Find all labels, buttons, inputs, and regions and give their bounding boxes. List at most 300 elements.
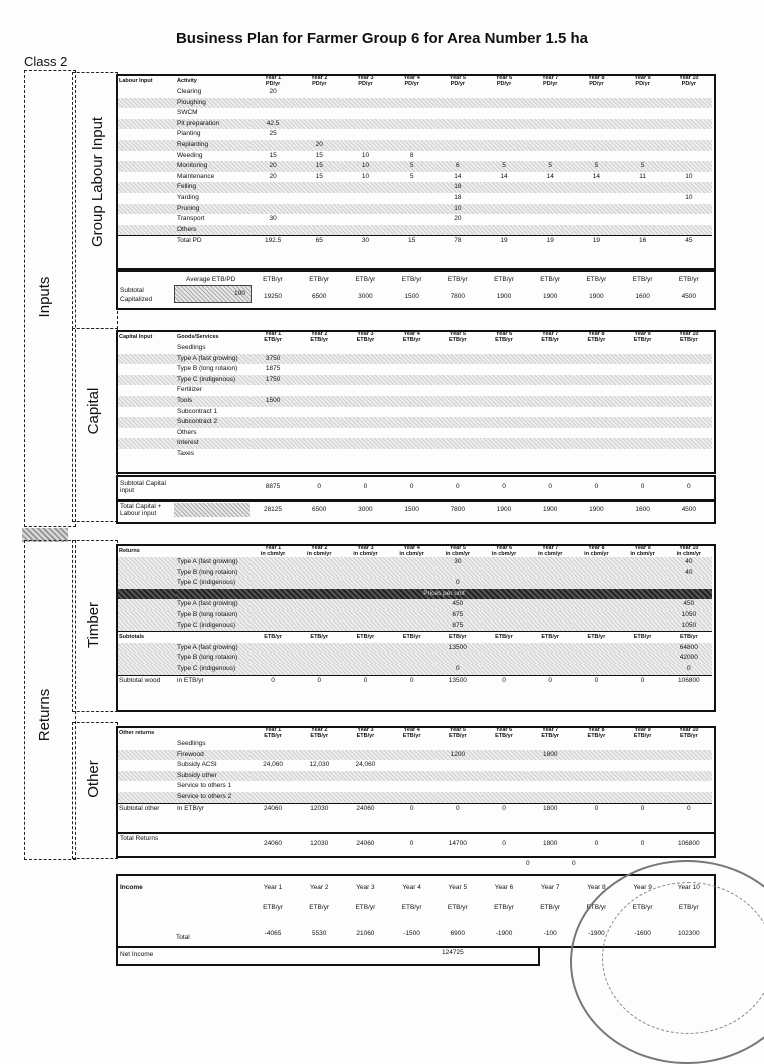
value-cell bbox=[250, 621, 296, 632]
table-row bbox=[118, 225, 712, 236]
year-header: Year 8 bbox=[587, 884, 606, 891]
value-cell bbox=[573, 599, 619, 610]
empty-cell bbox=[620, 396, 666, 407]
value-cell: 6500 bbox=[311, 506, 327, 513]
empty-cell bbox=[573, 417, 619, 428]
empty-cell bbox=[666, 385, 712, 396]
value-cell: 106800 bbox=[666, 675, 712, 686]
value-cell bbox=[389, 182, 435, 193]
value-cell: 12030 bbox=[310, 840, 329, 847]
value-cell bbox=[620, 739, 666, 750]
labour-table bbox=[118, 76, 712, 247]
year-header: Year 3 PD/yr bbox=[357, 76, 374, 87]
unit-header: ETB/yr bbox=[666, 632, 712, 643]
value-cell: 450 bbox=[435, 599, 481, 610]
other-label: Subsidy ACSI bbox=[177, 761, 217, 769]
value-cell bbox=[250, 643, 296, 654]
empty-cell bbox=[389, 396, 435, 407]
unit-header: ETB/yr bbox=[250, 632, 296, 643]
value-cell bbox=[527, 599, 573, 610]
empty-cell bbox=[342, 428, 388, 439]
goods-label: Subcontract 1 bbox=[177, 407, 218, 415]
empty-cell bbox=[118, 225, 176, 236]
year-header: Year 10 ETB/yr bbox=[679, 332, 699, 343]
value-cell bbox=[435, 653, 481, 664]
value-cell bbox=[435, 98, 481, 109]
value-cell bbox=[620, 225, 666, 236]
value-cell: 3000 bbox=[358, 293, 373, 300]
year-header: Year 7 bbox=[540, 884, 560, 891]
value-cell bbox=[481, 108, 527, 119]
value-cell bbox=[296, 225, 342, 236]
value-cell bbox=[389, 119, 435, 130]
value-cell: 14 bbox=[454, 172, 462, 180]
value-cell bbox=[620, 108, 666, 119]
value-cell: 19 bbox=[527, 236, 573, 247]
table-row bbox=[118, 417, 712, 428]
other-label: Service to others 1 bbox=[177, 782, 232, 790]
empty-cell bbox=[118, 589, 176, 600]
value-cell: 1500 bbox=[404, 506, 419, 513]
empty-cell bbox=[118, 119, 176, 130]
value-cell bbox=[296, 578, 342, 589]
value-cell: 20 bbox=[296, 140, 342, 151]
value-cell bbox=[573, 119, 619, 130]
value-cell bbox=[342, 610, 388, 621]
table-row bbox=[118, 236, 712, 247]
value-cell bbox=[481, 664, 527, 675]
year-header: Year 9 ETB/yr bbox=[633, 728, 652, 739]
table-row bbox=[118, 760, 712, 771]
year-header: Year 8 PD/yr bbox=[588, 76, 605, 87]
value-cell bbox=[342, 664, 388, 675]
value-cell bbox=[620, 781, 666, 792]
value-cell bbox=[481, 610, 527, 621]
table-row bbox=[118, 643, 712, 654]
value-cell bbox=[342, 129, 388, 140]
value-cell bbox=[573, 151, 619, 162]
value-cell bbox=[250, 225, 296, 236]
value-cell bbox=[481, 557, 527, 568]
value-cell: -1600 bbox=[634, 930, 651, 937]
goods-label: Type C (indigenous) bbox=[176, 375, 250, 386]
value-cell bbox=[342, 739, 388, 750]
value-cell bbox=[666, 750, 712, 761]
value-cell: 5 bbox=[527, 161, 573, 172]
value-cell bbox=[389, 140, 435, 151]
empty-cell bbox=[481, 438, 527, 449]
unit-header: ETB/yr bbox=[401, 904, 422, 911]
empty-cell bbox=[435, 396, 481, 407]
value-cell bbox=[342, 140, 388, 151]
table-row bbox=[118, 449, 712, 460]
value-cell: 28125 bbox=[263, 506, 283, 513]
value-cell: 3000 bbox=[358, 506, 373, 513]
value-cell: 8 bbox=[409, 151, 414, 159]
empty-cell bbox=[118, 781, 176, 792]
year-header: Year 5 ETB/yr bbox=[448, 332, 467, 343]
value-cell bbox=[481, 119, 527, 130]
empty-cell bbox=[527, 354, 573, 365]
empty-cell bbox=[620, 417, 666, 428]
value-cell bbox=[573, 664, 619, 675]
value-cell bbox=[389, 568, 435, 579]
value-cell bbox=[527, 739, 573, 750]
empty-cell bbox=[118, 428, 176, 439]
value-cell bbox=[250, 739, 296, 750]
timber-label: Type B (long rotaion) bbox=[176, 610, 250, 621]
timber-label: Type A (fast growing) bbox=[176, 643, 250, 654]
value-cell: 1900 bbox=[589, 293, 604, 300]
empty-cell bbox=[527, 449, 573, 460]
other-label: Subsidy other bbox=[176, 771, 250, 782]
value-cell: 78 bbox=[435, 236, 481, 247]
value-cell bbox=[435, 781, 481, 792]
empty-cell bbox=[666, 354, 712, 365]
value-cell: 0 bbox=[435, 803, 481, 814]
value-cell bbox=[342, 225, 388, 236]
value-cell: 1800 bbox=[527, 750, 573, 761]
timber-label: Type C (indigenous) bbox=[176, 578, 250, 589]
value-cell bbox=[573, 653, 619, 664]
timber-label: Timber bbox=[85, 601, 102, 649]
empty-cell bbox=[435, 417, 481, 428]
year-header: Year 5 PD/yr bbox=[449, 76, 466, 87]
value-cell bbox=[620, 151, 666, 162]
empty-cell bbox=[342, 417, 388, 428]
value-cell bbox=[342, 98, 388, 109]
value-cell: 45 bbox=[666, 236, 712, 247]
value-cell bbox=[620, 98, 666, 109]
empty-cell bbox=[527, 417, 573, 428]
empty-cell bbox=[118, 140, 176, 151]
page-title: Business Plan for Farmer Group 6 for Area Number 1.5 ha bbox=[175, 30, 589, 47]
empty-cell bbox=[118, 214, 176, 225]
empty-cell bbox=[342, 375, 388, 386]
value-cell bbox=[481, 568, 527, 579]
value-cell: 1600 bbox=[635, 506, 650, 513]
value-cell bbox=[342, 557, 388, 568]
value-cell bbox=[666, 140, 712, 151]
value-cell bbox=[296, 610, 342, 621]
table-row bbox=[118, 568, 712, 579]
total-input-label: Total Capital + Labour input bbox=[120, 503, 162, 517]
value-cell bbox=[527, 119, 573, 130]
empty-cell bbox=[666, 343, 712, 354]
group-labour-label: Group Labour Input bbox=[89, 116, 106, 247]
unit-header: ETB/yr bbox=[678, 276, 699, 283]
value-cell bbox=[296, 87, 342, 98]
value-cell: 8875 bbox=[265, 483, 281, 490]
value-cell: 0 bbox=[548, 483, 552, 490]
value-cell bbox=[481, 578, 527, 589]
value-cell bbox=[389, 214, 435, 225]
empty-cell bbox=[118, 750, 176, 761]
empty-cell bbox=[435, 438, 481, 449]
table-row bbox=[118, 750, 712, 761]
avg-etb-label: Average ETB/PD bbox=[186, 276, 236, 283]
subtotal-other-unit: In ETB/yr bbox=[176, 803, 250, 814]
year-header: Year 1 ETB/yr bbox=[264, 332, 282, 343]
timber-head-left: Returns bbox=[119, 547, 140, 554]
value-cell: 1900 bbox=[542, 506, 558, 513]
value-cell bbox=[481, 781, 527, 792]
unit-header: ETB/yr bbox=[309, 276, 330, 283]
value-cell: 5 bbox=[620, 161, 666, 172]
year-header: Year 3 ETB/yr bbox=[356, 728, 375, 739]
activity-label: Pruning bbox=[176, 204, 250, 215]
value-cell bbox=[250, 771, 296, 782]
value-cell: 3750 bbox=[250, 354, 296, 365]
value-cell bbox=[573, 643, 619, 654]
empty-cell bbox=[342, 396, 388, 407]
other-table bbox=[118, 728, 712, 814]
value-cell bbox=[620, 578, 666, 589]
year-header: Year 6 bbox=[494, 884, 514, 891]
value-cell bbox=[250, 781, 296, 792]
unit-header: ETB/yr bbox=[481, 632, 527, 643]
empty-cell bbox=[389, 385, 435, 396]
empty-cell bbox=[573, 438, 619, 449]
subtotal-wood-label: Subtotal wood bbox=[118, 675, 176, 686]
value-cell bbox=[435, 760, 481, 771]
unit-header: ETB/yr bbox=[296, 632, 342, 643]
timber-label: Type B (long rotaion) bbox=[176, 568, 250, 579]
empty-cell bbox=[389, 343, 435, 354]
empty-cell bbox=[389, 375, 435, 386]
value-cell bbox=[573, 771, 619, 782]
value-cell bbox=[527, 610, 573, 621]
value-cell: 0 bbox=[317, 483, 321, 490]
value-cell bbox=[342, 119, 388, 130]
value-cell: 1750 bbox=[250, 375, 296, 386]
empty-cell bbox=[118, 599, 176, 610]
value-cell bbox=[250, 193, 296, 204]
value-cell: 25 bbox=[269, 130, 277, 138]
value-cell: 30 bbox=[342, 236, 388, 247]
timber-label: Prices per unit bbox=[176, 589, 712, 600]
goods-label: Interest bbox=[176, 438, 250, 449]
year-header: Year 8 ETB/yr bbox=[587, 332, 606, 343]
value-cell: 13500 bbox=[435, 643, 481, 654]
value-cell bbox=[296, 739, 342, 750]
table-row bbox=[118, 172, 712, 183]
unit-header: ETB/yr bbox=[435, 632, 481, 643]
value-cell bbox=[620, 87, 666, 98]
empty-cell bbox=[296, 354, 342, 365]
other-label: Service to others 2 bbox=[176, 792, 250, 803]
value-cell: 10 bbox=[685, 193, 693, 201]
value-cell bbox=[250, 792, 296, 803]
year-header: Year 2 ETB/yr bbox=[310, 332, 329, 343]
value-cell bbox=[527, 140, 573, 151]
capital-head-goods: Goods/Services bbox=[177, 333, 219, 340]
goods-label: Others bbox=[177, 428, 197, 436]
value-cell: 14 bbox=[500, 172, 508, 180]
empty-cell bbox=[435, 375, 481, 386]
value-cell: 14700 bbox=[448, 840, 467, 847]
value-cell: 0 bbox=[620, 803, 666, 814]
unit-header: ETB/yr bbox=[401, 276, 422, 283]
value-cell bbox=[527, 771, 573, 782]
value-cell bbox=[573, 750, 619, 761]
value-cell bbox=[389, 771, 435, 782]
empty-cell bbox=[118, 236, 176, 247]
goods-label: Type B (long rotaion) bbox=[177, 365, 238, 373]
extra-zero-2: 0 bbox=[572, 860, 576, 867]
value-cell bbox=[435, 771, 481, 782]
unit-header: ETB/yr bbox=[573, 632, 619, 643]
value-cell bbox=[389, 739, 435, 750]
year-header: Year 4 ETB/yr bbox=[402, 332, 421, 343]
value-cell bbox=[342, 771, 388, 782]
income-label: Income bbox=[120, 884, 143, 891]
value-cell bbox=[342, 568, 388, 579]
value-cell bbox=[250, 557, 296, 568]
value-cell bbox=[296, 193, 342, 204]
value-cell bbox=[481, 129, 527, 140]
empty-cell bbox=[118, 578, 176, 589]
value-cell: 15 bbox=[269, 151, 277, 159]
timber-label: Type A (fast growing) bbox=[176, 599, 250, 610]
value-cell bbox=[296, 643, 342, 654]
value-cell bbox=[296, 204, 342, 215]
empty-cell bbox=[176, 632, 250, 643]
value-cell: 15 bbox=[315, 151, 323, 159]
value-cell bbox=[342, 193, 388, 204]
value-cell: 0 bbox=[250, 675, 296, 686]
year-header: Year 9 bbox=[633, 884, 652, 891]
value-cell bbox=[435, 87, 481, 98]
year-header: Year 2 ETB/yr bbox=[310, 728, 329, 739]
labour-head-activity: Activity bbox=[177, 77, 197, 84]
value-cell bbox=[573, 129, 619, 140]
empty-cell bbox=[481, 364, 527, 375]
value-cell: 7800 bbox=[450, 506, 466, 513]
value-cell: 1050 bbox=[666, 621, 712, 632]
empty-cell bbox=[527, 438, 573, 449]
goods-label: Subcontract 2 bbox=[176, 417, 250, 428]
value-cell: 7800 bbox=[450, 293, 466, 300]
value-cell: 6500 bbox=[311, 293, 327, 300]
table-row bbox=[118, 129, 712, 140]
empty-cell bbox=[118, 161, 176, 172]
value-cell bbox=[527, 129, 573, 140]
value-cell bbox=[342, 781, 388, 792]
activity-label: Monitoring bbox=[176, 161, 250, 172]
value-cell bbox=[666, 204, 712, 215]
value-cell: 10 bbox=[361, 172, 370, 180]
value-cell bbox=[666, 182, 712, 193]
empty-cell bbox=[296, 343, 342, 354]
value-cell: 0 bbox=[409, 840, 414, 847]
value-cell bbox=[666, 771, 712, 782]
empty-cell bbox=[666, 428, 712, 439]
empty-cell bbox=[118, 87, 176, 98]
table-row bbox=[118, 407, 712, 418]
empty-cell bbox=[296, 417, 342, 428]
value-cell: 24,060 bbox=[263, 761, 284, 769]
empty-cell bbox=[389, 354, 435, 365]
value-cell: 5 bbox=[389, 161, 435, 172]
empty-cell bbox=[666, 449, 712, 460]
value-cell bbox=[342, 578, 388, 589]
value-cell: 13500 bbox=[435, 675, 481, 686]
value-cell bbox=[481, 792, 527, 803]
value-cell bbox=[389, 781, 435, 792]
subtotals-header-row bbox=[118, 632, 712, 643]
empty-cell bbox=[666, 417, 712, 428]
value-cell bbox=[620, 599, 666, 610]
value-cell: 5 bbox=[481, 161, 527, 172]
value-cell bbox=[389, 87, 435, 98]
value-cell bbox=[296, 781, 342, 792]
empty-cell bbox=[342, 438, 388, 449]
year-header: Year 4 PD/yr bbox=[403, 76, 420, 87]
value-cell: 11 bbox=[639, 172, 646, 180]
value-cell bbox=[573, 621, 619, 632]
year-header: Year 8 ETB/yr bbox=[587, 728, 606, 739]
value-cell: 0 bbox=[666, 664, 712, 675]
year-header: Year 1 PD/yr bbox=[264, 76, 282, 87]
year-header: Year 9 ETB/yr bbox=[633, 332, 652, 343]
empty-cell bbox=[620, 343, 666, 354]
value-cell bbox=[573, 98, 619, 109]
value-cell bbox=[250, 407, 296, 418]
goods-label: Tools bbox=[176, 396, 250, 407]
value-cell bbox=[389, 599, 435, 610]
value-cell: 5 bbox=[409, 172, 414, 180]
value-cell: 15 bbox=[296, 161, 342, 172]
value-cell bbox=[527, 781, 573, 792]
value-cell bbox=[389, 557, 435, 568]
value-cell: 40 bbox=[666, 568, 712, 579]
value-cell bbox=[296, 108, 342, 119]
value-cell bbox=[666, 739, 712, 750]
table-row bbox=[118, 385, 712, 396]
value-cell bbox=[296, 119, 342, 130]
value-cell bbox=[620, 643, 666, 654]
empty-cell bbox=[481, 385, 527, 396]
empty-cell bbox=[666, 364, 712, 375]
value-cell bbox=[296, 599, 342, 610]
value-cell bbox=[527, 87, 573, 98]
table-row bbox=[118, 621, 712, 632]
unit-header: ETB/yr bbox=[389, 632, 435, 643]
class-label: Class 2 bbox=[24, 54, 68, 69]
value-cell bbox=[342, 108, 388, 119]
activity-label: Pit preparation bbox=[176, 119, 250, 130]
value-cell bbox=[296, 664, 342, 675]
empty-cell bbox=[620, 385, 666, 396]
empty-cell bbox=[481, 343, 527, 354]
empty-cell bbox=[573, 354, 619, 365]
value-cell: 0 bbox=[527, 675, 573, 686]
empty-cell bbox=[389, 407, 435, 418]
value-cell: 0 bbox=[342, 675, 388, 686]
value-cell bbox=[296, 568, 342, 579]
value-cell bbox=[481, 653, 527, 664]
value-cell bbox=[620, 214, 666, 225]
value-cell bbox=[481, 760, 527, 771]
value-cell bbox=[527, 108, 573, 119]
value-cell bbox=[527, 578, 573, 589]
net-income-label: Net Income bbox=[120, 951, 154, 958]
unit-header: ETB/yr bbox=[342, 632, 388, 643]
value-cell bbox=[250, 599, 296, 610]
value-cell: 192.5 bbox=[250, 236, 296, 247]
value-cell: 0 bbox=[594, 840, 599, 847]
